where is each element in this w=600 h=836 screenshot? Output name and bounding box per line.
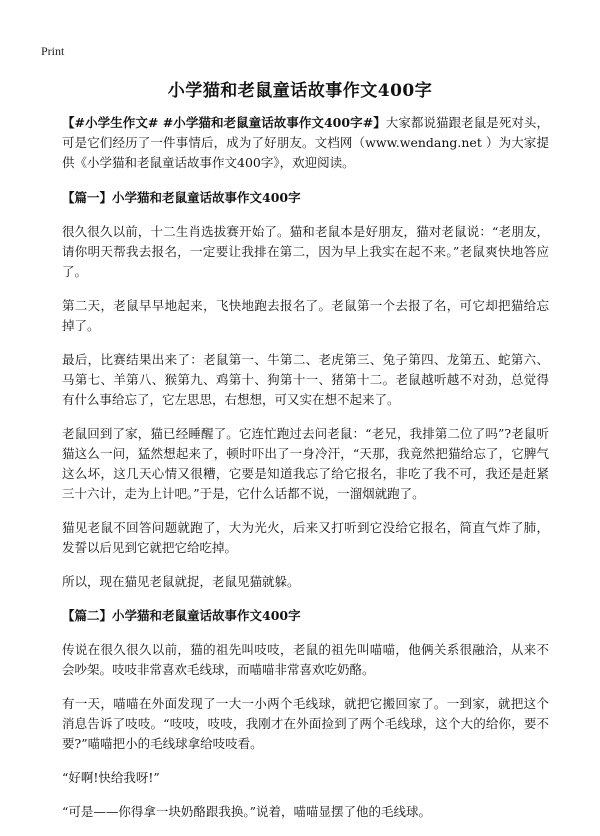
paragraph: “好啊!快给我呀!”: [62, 770, 160, 785]
intro-text: 大家都说猫跟老鼠是死对头，可是它们经历了一件事情后，成为了好朋友。文档网（www.wendang.net ）为大家提供《小学猫和老鼠童话故事作文400字》，欢迎阅读。: [62, 115, 549, 170]
page-title: 小学猫和老鼠童话故事作文400字: [167, 81, 433, 101]
intro-tag: 【#小学生作文# #小学猫和老鼠童话故事作文400字#】: [62, 115, 386, 130]
paragraph: 老鼠回到了家，猫已经睡醒了。它连忙跑过去问老鼠：“老兄，我排第二位了吗”?老鼠听猫这么一问，猛然想起来了，顿时吓出了一身冷汗，“天那，我竟然把猫给忘了，它脾气这么坏，这几天心情又很糟，它要是知道我忘了给它报名，非吃了我不可，我还是赶紧三十六计，走为上计吧。”于是，它什么话都不说，一溜烟就跑了。: [62, 426, 549, 501]
intro-paragraph: [62, 113, 549, 173]
paragraph: 第二天，老鼠早早地起来，飞快地跑去报名了。老鼠第一个去报了名，可它却把猫给忘掉了。: [62, 298, 549, 333]
paragraph: 很久很久以前，十二生肖选拔赛开始了。猫和老鼠本是好朋友，猫对老鼠说：“老朋友，请你明天帮我去报名，一定要让我排在第二，因为早上我实在起不来。”老鼠爽快地答应了。: [62, 224, 549, 279]
paragraph: 猫见老鼠不回答问题就跑了，大为光火，后来又打听到它没给它报名，简直气炸了肺，发誓以后见到它就把它给吃掉。: [62, 520, 549, 555]
paragraph: 所以，现在猫见老鼠就捉，老鼠见猫就躲。: [62, 574, 300, 589]
section-heading: 【篇二】小学猫和老鼠童话故事作文400字: [62, 608, 301, 623]
article-body: [62, 113, 549, 836]
section-heading: 【篇一】小学猫和老鼠童话故事作文400字: [62, 190, 301, 205]
paragraph: “可是——你得拿一块奶酪跟我换。”说着，喵喵显摆了他的毛线球。: [62, 804, 432, 819]
paragraph: 最后，比赛结果出来了：老鼠第一、牛第二、老虎第三、兔子第四、龙第五、蛇第六、马第七、羊第八、猴第九、鸡第十、狗第十一、猪第十二。老鼠越听越不对劲，总觉得有什么事给忘了，它左思思，右想想，可又实在想不起来了。: [62, 352, 549, 407]
paragraph: 传说在很久很久以前，猫的祖先叫吱吱，老鼠的祖先叫喵喵，他俩关系很融洽，从来不会吵架。吱吱非常喜欢毛线球，而喵喵非常喜欢吃奶酪。: [62, 642, 549, 677]
print-label: Print: [41, 44, 65, 58]
paragraph: 有一天，喵喵在外面发现了一大一小两个毛线球，就把它搬回家了。一到家，就把这个消息告诉了吱吱。“吱吱，吱吱，我刚才在外面捡到了两个毛线球，这个大的给你，要不要?”喵喵把小的毛线球拿给吱吱看。: [62, 696, 549, 751]
